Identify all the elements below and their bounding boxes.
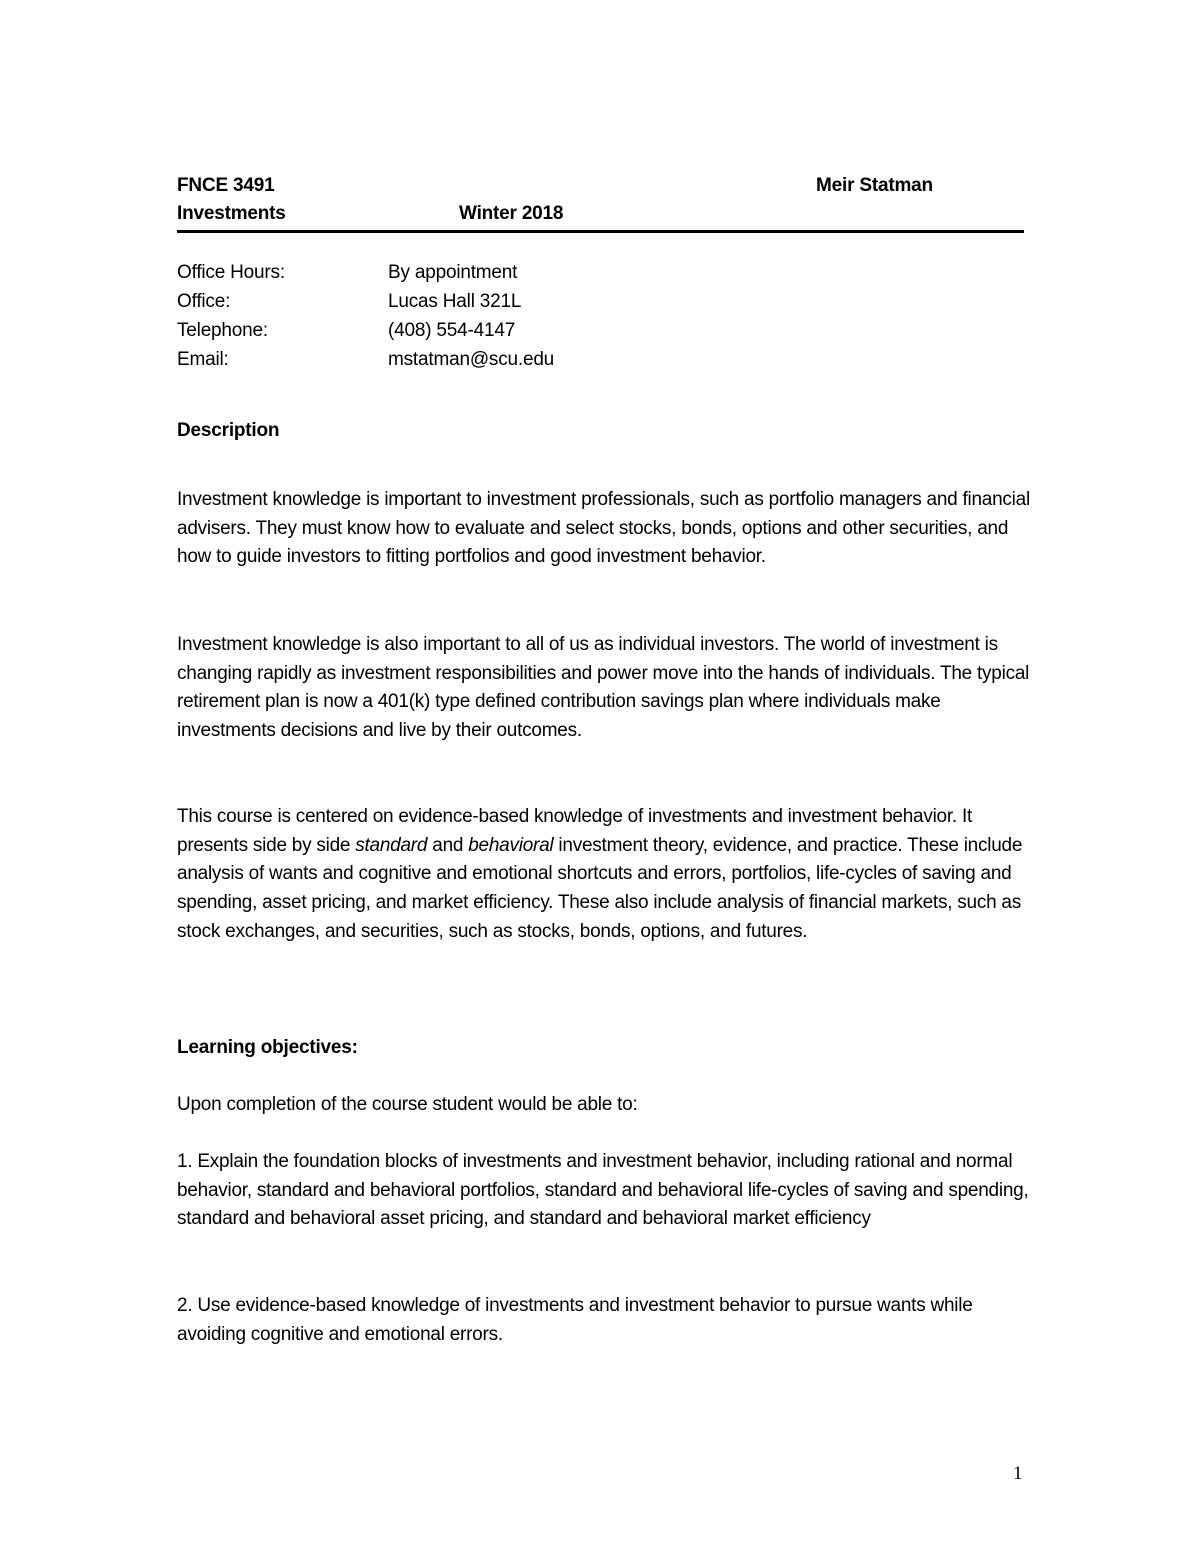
page-number: 1 xyxy=(1013,1463,1023,1484)
contact-label: Office Hours: xyxy=(177,262,285,283)
contact-info xyxy=(177,258,554,374)
emphasis-standard: standard xyxy=(355,834,428,856)
paragraph-text: and xyxy=(427,834,469,856)
contact-value: By appointment xyxy=(388,262,518,283)
contact-value: (408) 554-4147 xyxy=(388,320,516,341)
course-title: Investments xyxy=(177,203,286,224)
contact-row-office xyxy=(177,287,554,316)
objectives-intro: Upon completion of the course student would be able to: xyxy=(177,1094,638,1115)
objective-item-2: 2. Use evidence-based knowledge of investments and investment behavior to pursue wants while avoiding cognitive and emotional errors. xyxy=(177,1295,973,1345)
description-paragraph-3 xyxy=(177,803,1037,947)
contact-row-office-hours xyxy=(177,258,554,287)
contact-label: Email: xyxy=(177,349,229,370)
objectives-heading: Learning objectives: xyxy=(177,1037,358,1058)
contact-value: Lucas Hall 321L xyxy=(388,291,522,312)
contact-value: mstatman@scu.edu xyxy=(388,349,555,370)
paragraph-text: investment theory, evidence, and practice. These include analysis of wants and cognitive and emotional shortcuts and errors, portfolios, life-cycles of saving and spending, asset pricing, and market efficiency. These also include analysis of financial markets, such as stock exchanges, and securities, such as stocks, bonds, options, and futures. xyxy=(177,834,1023,942)
instructor-name: Meir Statman xyxy=(816,175,933,196)
description-paragraph-2: Investment knowledge is also important to all of us as individual investors. The world of investment is changing rapidly as investment responsibilities and power move into the hands of individuals. The typical retirement plan is now a 401(k) type defined contribution savings plan where individuals make investments decisions and live by their outcomes. xyxy=(177,634,1030,742)
paragraph-text: This course is centered on evidence-based knowledge of investments and investment behavior. It presents side by side xyxy=(177,806,973,856)
course-code: FNCE 3491 xyxy=(177,175,275,196)
contact-row-email xyxy=(177,345,554,374)
contact-label: Office: xyxy=(177,291,231,312)
contact-label: Telephone: xyxy=(177,320,268,341)
objective-item-1: 1. Explain the foundation blocks of investments and investment behavior, including rational and normal behavior, standard and behavioral portfolios, standard and behavioral life-cycles of saving and spending, standard and behavioral asset pricing, and standard and behavioral market efficiency xyxy=(177,1151,1029,1230)
course-term: Winter 2018 xyxy=(459,203,564,224)
description-heading: Description xyxy=(177,420,280,441)
header-divider xyxy=(177,230,1024,233)
contact-row-telephone xyxy=(177,316,554,345)
emphasis-behavioral: behavioral xyxy=(468,834,554,856)
description-paragraph-1: Investment knowledge is important to investment professionals, such as portfolio managers and financial advisers. They must know how to evaluate and select stocks, bonds, options and other securities, and how to guide investors to fitting portfolios and good investment behavior. xyxy=(177,489,1030,568)
